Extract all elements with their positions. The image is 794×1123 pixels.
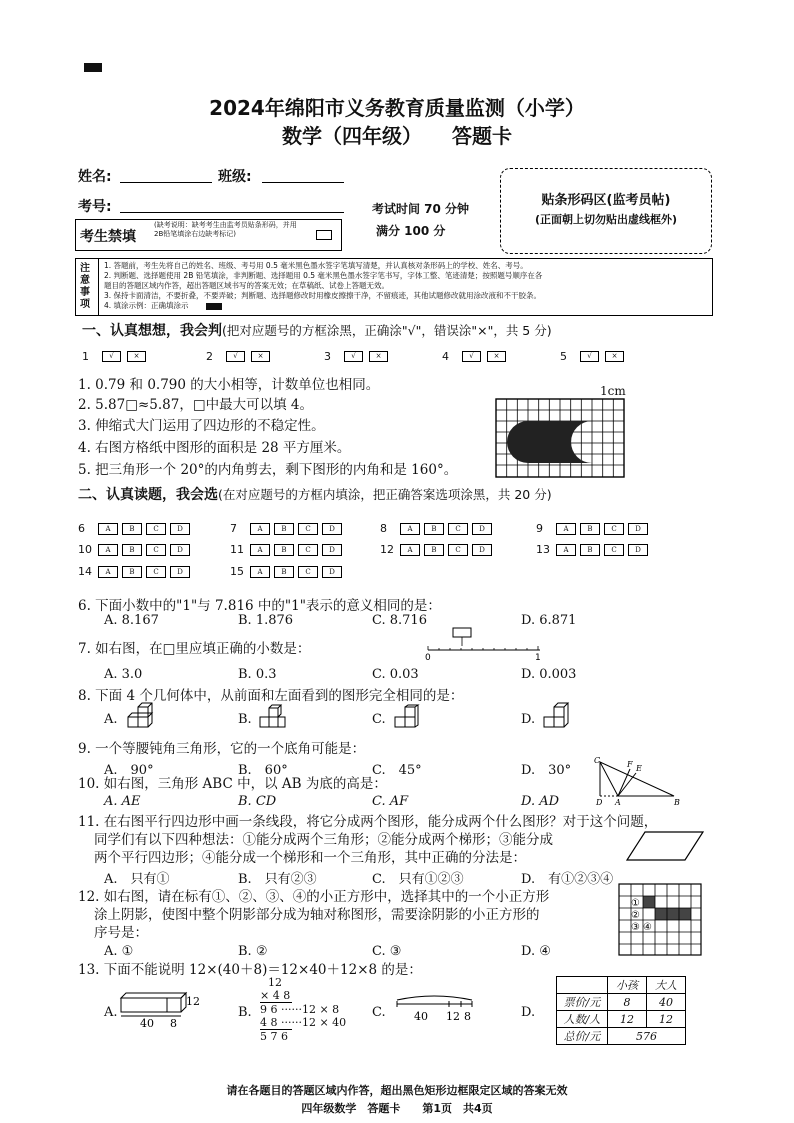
notice-box	[75, 258, 713, 316]
seg-label-8: 8	[464, 1010, 471, 1023]
choice-8-d[interactable]: D	[472, 523, 492, 535]
q13-stem: 13. 下面不能说明 12×(40＋8)＝12×40＋12×8 的是：	[78, 962, 422, 978]
choice-item-9	[536, 518, 652, 537]
section2-heading: 二、认真读题，我会选(在对应题号的方框内填涂，把正确答案选项涂黑，共 20 分)	[78, 487, 552, 503]
forbidden-label: 考生禁填	[80, 229, 136, 245]
q11-stem-line3: 两个平行四边形；④能分成一个梯形和一个三角形，其中正确的分法是：	[94, 850, 526, 866]
q11-option-a: A. 只有①	[104, 872, 170, 887]
label-a: A	[615, 798, 621, 807]
choice-10-d[interactable]: D	[170, 544, 190, 556]
q11-option-b: B. 只有②③	[238, 872, 317, 887]
choice-6-a[interactable]: A	[98, 523, 118, 535]
q7-stem: 7. 如右图，在□里应填正确的小数是：	[78, 641, 311, 657]
numberline-zero: 0	[425, 653, 431, 663]
q10-stem: 10. 如右图，三角形 ABC 中，以 AB 为底的高是：	[78, 776, 387, 792]
q11-stem-line1: 11. 在右图平行四边形中画一条线段，将它分成两个图形，能分成两个什么图形？对于这个问题，	[78, 814, 658, 830]
choice-number: 14	[78, 565, 92, 578]
positioning-mark	[84, 63, 102, 72]
number-line-figure	[420, 626, 545, 662]
choice-number: 15	[230, 565, 244, 578]
choice-number: 9	[536, 522, 543, 535]
judge-item-2: 2 √ ×	[206, 346, 276, 365]
label-c: C	[594, 756, 601, 765]
judge-item-3: 3 √ ×	[324, 346, 394, 365]
cube-solid-b	[258, 705, 288, 731]
barcode-title: 贴条形码区(监考员帖)	[541, 193, 671, 208]
choice-13-d[interactable]: D	[628, 544, 648, 556]
seg-label-12: 12	[446, 1010, 460, 1023]
choice-9-c[interactable]: C	[604, 523, 624, 535]
choice-8-a[interactable]: A	[400, 523, 420, 535]
q11-stem-line2: 同学们有以下四种想法：①能分成两个三角形；②能分成两个梯形；③能分成	[94, 832, 553, 848]
judge-question-3: 3. 伸缩式大门运用了四边形的不稳定性。	[78, 418, 325, 434]
choice-number: 11	[230, 543, 244, 556]
q12-option-a: A. ①	[104, 944, 134, 959]
grid-mark-2: ②	[631, 910, 640, 921]
q10-option-d: D. AD	[521, 794, 560, 809]
footer-page: 四年级数学 答题卡 第1页 共4页	[301, 1102, 493, 1115]
choice-14-a[interactable]: A	[98, 566, 118, 578]
cube-solid-c	[393, 705, 419, 731]
judge-question-2: 2. 5.87□≈5.87，□中最大可以填 4。	[78, 397, 313, 413]
name-field[interactable]	[120, 166, 212, 183]
label-b: B	[674, 798, 680, 807]
choice-9-b[interactable]: B	[580, 523, 600, 535]
th-blank	[557, 977, 608, 994]
choice-10-c[interactable]: C	[146, 544, 166, 556]
q7-option-c: C. 0.03	[372, 667, 419, 682]
q10-option-b: B. CD	[238, 794, 277, 809]
q13-option-d: D.	[521, 1005, 536, 1020]
choice-15-c[interactable]: C	[298, 566, 318, 578]
area-grid-figure	[495, 398, 625, 478]
q10-option-a: A. AE	[104, 794, 141, 809]
exam-no-field[interactable]	[120, 196, 344, 213]
name-label: 姓名:	[78, 169, 112, 185]
label-f: F	[627, 760, 633, 769]
notice-item-2: 2. 判断题、选择题使用 2B 铅笔填涂，非判断题、选择题用 0.5 毫米黑色墨水签字笔书写，字体工整、笔迹清楚；按照题号顺序在各	[104, 271, 543, 280]
choice-item-8	[380, 518, 496, 537]
choice-8-b[interactable]: B	[424, 523, 444, 535]
q8-option-c: C.	[372, 712, 386, 727]
judge-5-true[interactable]: √	[580, 351, 599, 362]
choice-6-c[interactable]: C	[146, 523, 166, 535]
q12-stem-line2: 涂上阴影，使图中整个阴影部分成为轴对称图形，需要涂阴影的小正方形的	[94, 907, 540, 923]
q8-option-a: A.	[104, 712, 118, 727]
q7-option-d: D. 0.003	[521, 667, 577, 682]
rectangle-area-figure	[118, 990, 200, 1030]
grid-mark-4: ④	[643, 922, 652, 933]
q8-option-d: D.	[521, 712, 536, 727]
judge-5-false[interactable]: ×	[605, 351, 624, 362]
rect-label-8: 8	[170, 1017, 177, 1030]
q6-stem: 6. 下面小数中的"1"与 7.816 中的"1"表示的意义相同的是：	[78, 598, 441, 614]
choice-13-b[interactable]: B	[580, 544, 600, 556]
grid-unit-label: 1cm	[600, 384, 626, 398]
choice-number: 8	[380, 522, 387, 535]
choice-7-d[interactable]: D	[322, 523, 342, 535]
choice-11-c[interactable]: C	[298, 544, 318, 556]
choice-9-d[interactable]: D	[628, 523, 648, 535]
judge-2-false[interactable]: ×	[251, 351, 270, 362]
q9-option-c: C. 45°	[372, 763, 422, 778]
label-e: E	[636, 764, 642, 773]
q8-option-b: B.	[238, 712, 252, 727]
choice-15-a[interactable]: A	[250, 566, 270, 578]
grid-mark-3: ③	[631, 922, 640, 933]
choice-item-13	[536, 539, 652, 558]
choice-9-a[interactable]: A	[556, 523, 576, 535]
q12-option-d: D. ④	[521, 944, 551, 959]
q9-option-a: A. 90°	[104, 763, 154, 778]
choice-number: 13	[536, 543, 550, 556]
choice-10-b[interactable]: B	[122, 544, 142, 556]
q6-option-b: B. 1.876	[238, 613, 294, 628]
q9-option-d: D. 30°	[521, 763, 572, 778]
rect-label-12: 12	[186, 995, 200, 1008]
q13-option-c: C.	[372, 1005, 386, 1020]
forbidden-box	[75, 219, 342, 251]
choice-7-a[interactable]: A	[250, 523, 270, 535]
rect-label-40: 40	[140, 1017, 154, 1030]
grid-mark-1: ①	[631, 898, 640, 909]
notice-label: 注意事项	[80, 263, 90, 310]
choice-6-b[interactable]: B	[122, 523, 142, 535]
notice-item-1: 1. 答题前，考生先将自己的姓名、班级、考号用 0.5 毫米黑色墨水签字笔填写清楚，并认真核对条形码上的学校、姓名、考号。	[104, 261, 528, 270]
choice-12-a[interactable]: A	[400, 544, 420, 556]
judge-question-1: 1. 0.79 和 0.790 的大小相等，计数单位也相同。	[78, 377, 380, 393]
q11-option-d: D. 有①②③④	[521, 872, 614, 887]
choice-item-14	[78, 561, 194, 580]
vertical-multiplication: 12 × 4 8 9 6 ······12 × 8 4 8 ······12 × 40 5 7 6	[260, 976, 347, 1043]
choice-6-d[interactable]: D	[170, 523, 190, 535]
choice-number: 6	[78, 522, 85, 535]
choice-item-12	[380, 539, 496, 558]
q12-option-c: C. ③	[372, 944, 402, 959]
absent-checkbox[interactable]	[316, 230, 332, 240]
judge-3-true[interactable]: √	[344, 351, 363, 362]
notice-item-4: 3. 保持卡面清洁，不要折叠，不要弄破；判断题、选择题修改时用橡皮擦擦干净，不留痕迹，其他试题修改就用涂改液和不干胶条。	[104, 291, 542, 300]
choice-11-a[interactable]: A	[250, 544, 270, 556]
choice-item-6	[78, 518, 194, 537]
judge-4-true[interactable]: √	[462, 351, 481, 362]
q9-stem: 9. 一个等腰钝角三角形，它的一个底角可能是：	[78, 741, 366, 757]
q8-stem: 8. 下面 4 个几何体中，从前面和左面看到的图形完全相同的是：	[78, 688, 464, 704]
judge-item-5: 5 √ ×	[560, 346, 630, 365]
choice-15-d[interactable]: D	[322, 566, 342, 578]
q13-option-b: B.	[238, 1005, 252, 1020]
exam-time: 考试时间 70 分钟	[372, 202, 470, 216]
judge-answer-row	[82, 346, 662, 363]
choice-number: 7	[230, 522, 237, 535]
choice-14-d[interactable]: D	[170, 566, 190, 578]
choice-11-b[interactable]: B	[274, 544, 294, 556]
seg-label-40: 40	[414, 1010, 428, 1023]
page-subtitle: 数学（四年级） 答题卡	[282, 124, 512, 148]
triangle-abc-figure	[590, 756, 685, 806]
judge-4-false[interactable]: ×	[487, 351, 506, 362]
choice-12-b[interactable]: B	[424, 544, 444, 556]
choice-13-a[interactable]: A	[556, 544, 576, 556]
choice-7-b[interactable]: B	[274, 523, 294, 535]
q9-option-b: B. 60°	[238, 763, 288, 778]
class-field[interactable]	[262, 166, 344, 183]
judge-question-4: 4. 右图方格纸中图形的面积是 28 平方厘米。	[78, 440, 351, 456]
page-title: 2024年绵阳市义务教育质量监测（小学）	[209, 96, 585, 120]
q6-option-a: A. 8.167	[104, 613, 159, 628]
full-score: 满分 100 分	[376, 224, 446, 238]
q12-option-b: B. ②	[238, 944, 268, 959]
q11-option-c: C. 只有①②③	[372, 872, 464, 887]
choice-number: 12	[380, 543, 394, 556]
exam-no-label: 考号:	[78, 199, 112, 215]
choice-7-c[interactable]: C	[298, 523, 318, 535]
judge-question-5: 5. 把三角形一个 20°的内角剪去，剩下图形的内角和是 160°。	[78, 462, 458, 478]
judge-1-true[interactable]: √	[102, 351, 121, 362]
judge-item-1: 1 √ ×	[82, 346, 152, 365]
q7-option-b: B. 0.3	[238, 667, 277, 682]
choice-11-d[interactable]: D	[322, 544, 342, 556]
q13-option-a: A.	[104, 1005, 118, 1020]
cube-solid-a	[126, 703, 152, 731]
q10-option-c: C. AF	[372, 794, 409, 809]
choice-15-b[interactable]: B	[274, 566, 294, 578]
fill-example	[206, 303, 222, 310]
line-segment-figure	[394, 992, 478, 1026]
q12-stem-line3: 序号是：	[94, 925, 148, 941]
choice-14-c[interactable]: C	[146, 566, 166, 578]
notice-item-5: 4. 填涂示例：正确填涂示	[104, 301, 189, 310]
judge-1-false[interactable]: ×	[127, 351, 146, 362]
forbidden-note: (缺考说明：缺考考生由监考员贴条形码，并用2B铅笔填涂右边缺考标记)	[154, 221, 297, 238]
parallelogram-figure	[625, 830, 705, 862]
q6-option-c: C. 8.716	[372, 613, 427, 628]
th-child: 小孩	[608, 977, 647, 994]
judge-item-4: 4 √ ×	[442, 346, 512, 365]
judge-3-false[interactable]: ×	[369, 351, 388, 362]
q7-option-a: A. 3.0	[104, 667, 143, 682]
label-d: D	[596, 798, 603, 807]
notice-item-3: 题目的答题区域内作答，超出答题区域书写的答案无效；在草稿纸、试卷上答题无效。	[104, 281, 389, 290]
choice-number: 10	[78, 543, 92, 556]
choice-14-b[interactable]: B	[122, 566, 142, 578]
numberline-one: 1	[535, 653, 541, 663]
section1-heading: 一、认真想想，我会判(把对应题号的方框涂黑，正确涂"√"，错误涂"×"，共 5 分)	[82, 323, 552, 339]
choice-10-a[interactable]: A	[98, 544, 118, 556]
choice-13-c[interactable]: C	[604, 544, 624, 556]
footer-warning: 请在各题目的答题区域内作答，超出黑色矩形边框限定区域的答案无效	[226, 1084, 568, 1097]
th-adult: 大人	[647, 977, 686, 994]
choice-item-7	[230, 518, 346, 537]
choice-12-d[interactable]: D	[472, 544, 492, 556]
choice-item-15	[230, 561, 346, 580]
choice-8-c[interactable]: C	[448, 523, 468, 535]
judge-2-true[interactable]: √	[226, 351, 245, 362]
choice-12-c[interactable]: C	[448, 544, 468, 556]
choice-item-10	[78, 539, 194, 558]
q12-stem-line1: 12. 如右图，请在标有①、②、③、④的小正方形中，选择其中的一个小正方形	[78, 889, 550, 905]
barcode-note: (正面朝上切勿贴出虚线框外)	[534, 213, 678, 226]
q6-option-d: D. 6.871	[521, 613, 577, 628]
barcode-area	[500, 168, 712, 254]
cube-solid-d	[542, 703, 570, 731]
class-label: 班级:	[218, 169, 252, 185]
ticket-price-table: 小孩 大人 票价/元 8 40 人数/人 12 12 总价/元 576	[556, 976, 686, 1045]
symmetry-grid-figure	[618, 884, 702, 956]
choice-item-11	[230, 539, 346, 558]
